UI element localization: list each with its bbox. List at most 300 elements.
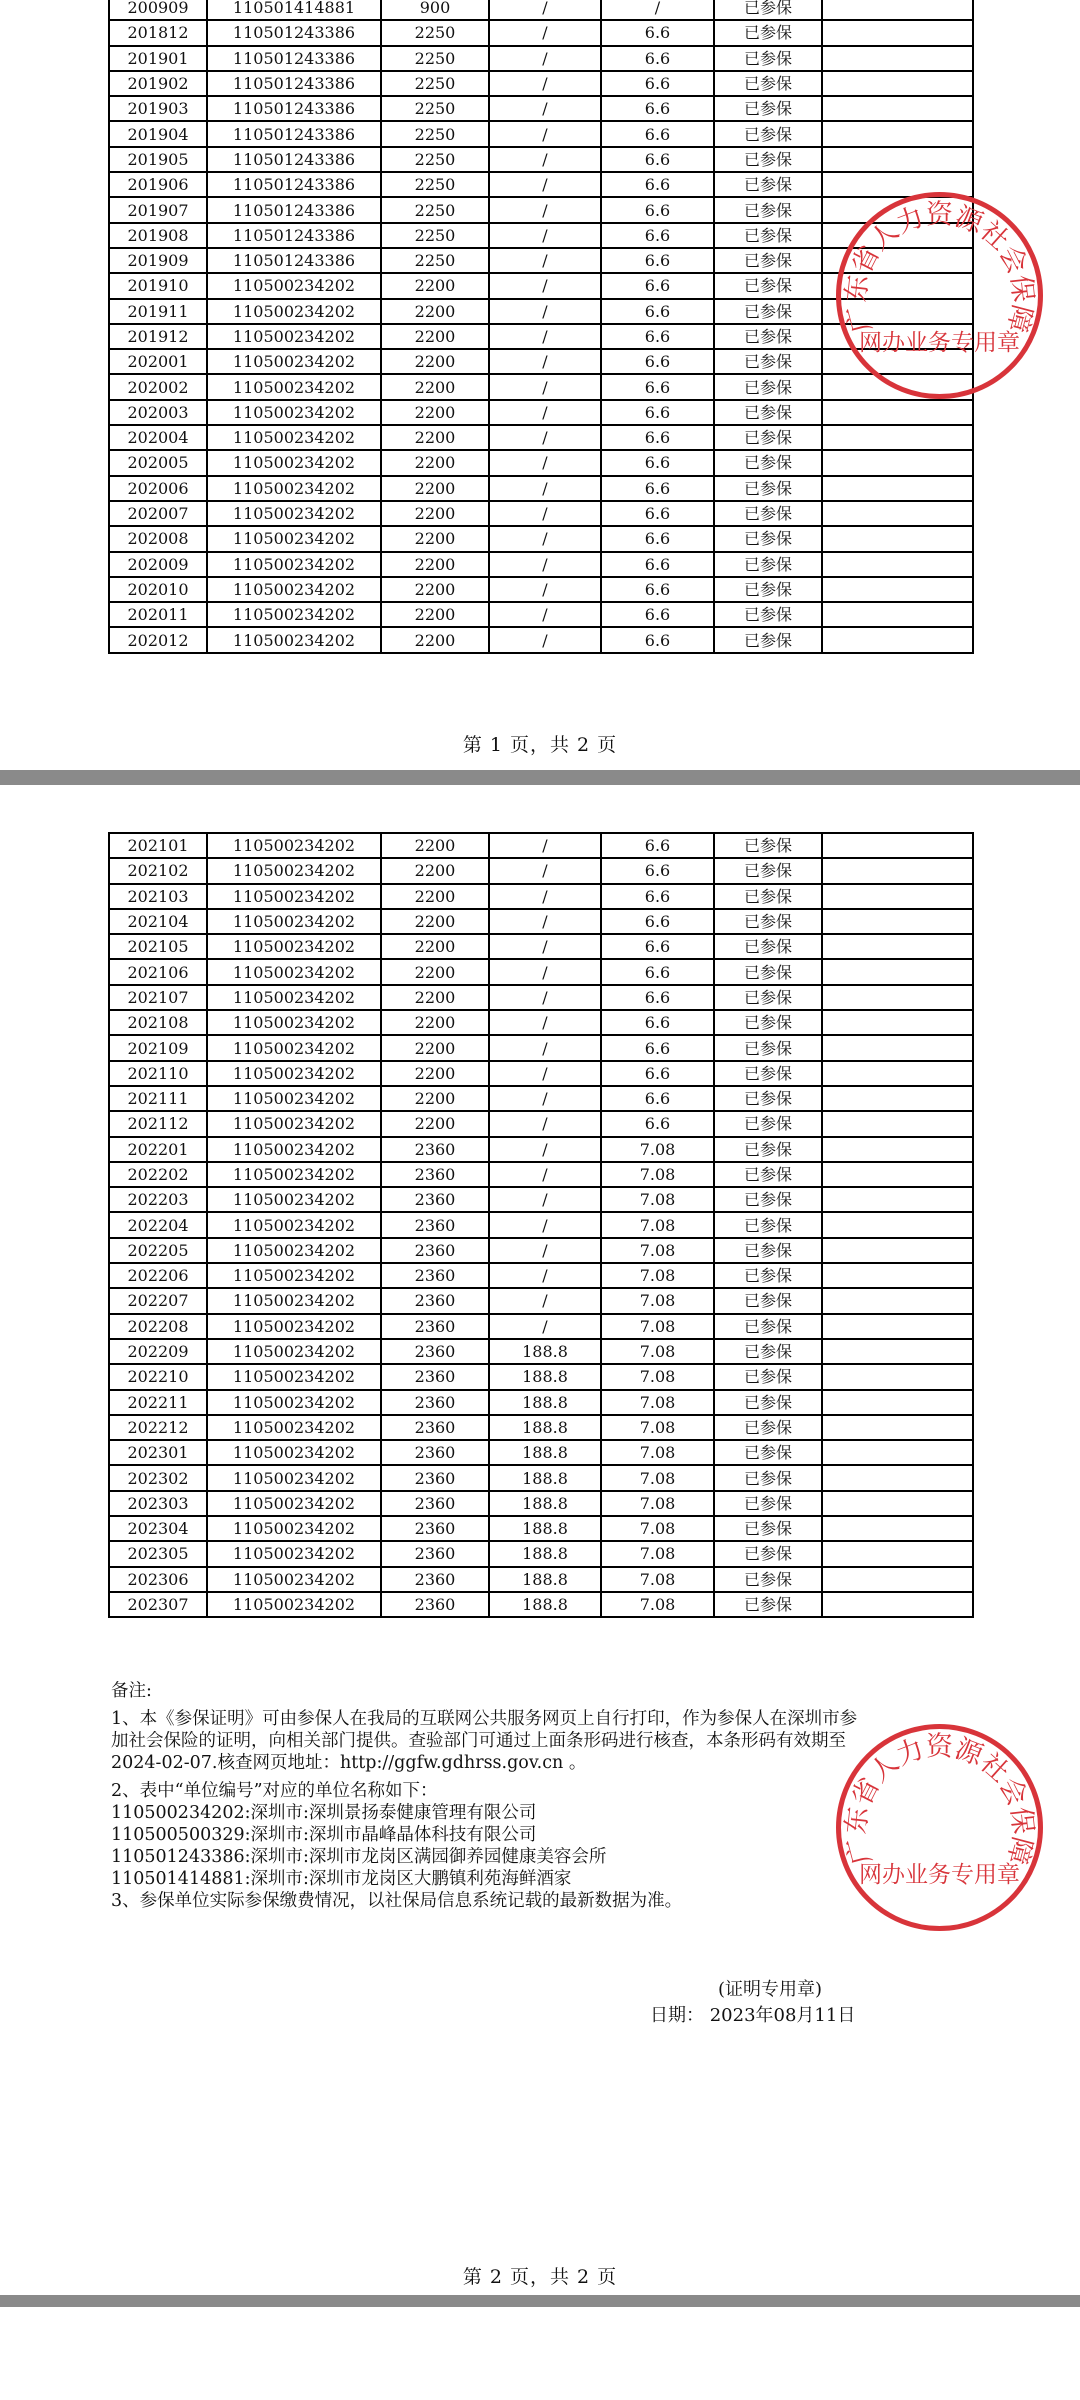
- amount-cell: /: [489, 1314, 601, 1339]
- rate-cell: 6.6: [601, 1061, 714, 1086]
- period-cell: 202008: [109, 526, 207, 551]
- rate-cell: 7.08: [601, 1567, 714, 1592]
- rate-cell: 6.6: [601, 884, 714, 909]
- rate-cell: 7.08: [601, 1137, 714, 1162]
- page-number-footer: 第 1 页，共 2 页: [462, 734, 618, 756]
- period-cell: 201901: [109, 46, 207, 71]
- period-cell: 201902: [109, 71, 207, 96]
- table-row: [109, 1465, 973, 1490]
- status-cell: 已参保: [714, 1035, 822, 1060]
- amount-cell: /: [489, 1238, 601, 1263]
- unit-number-cell: 110500234202: [207, 577, 381, 602]
- unit-number-cell: 110500234202: [207, 501, 381, 526]
- remark-cell: [822, 985, 973, 1010]
- contribution-base-cell: 2250: [381, 197, 489, 222]
- status-cell: 已参保: [714, 223, 822, 248]
- period-cell: 201908: [109, 223, 207, 248]
- rate-cell: 6.6: [601, 602, 714, 627]
- insurance-record-table: [108, 832, 974, 1618]
- remark-cell: [822, 172, 973, 197]
- table-row: [109, 1035, 973, 1060]
- unit-number-cell: 110500234202: [207, 1541, 381, 1566]
- table-row: [109, 1137, 973, 1162]
- amount-cell: /: [489, 833, 601, 858]
- status-cell: 已参保: [714, 96, 822, 121]
- amount-cell: /: [489, 909, 601, 934]
- unit-number-cell: 110501243386: [207, 248, 381, 273]
- remark-cell: [822, 248, 973, 273]
- table-row: [109, 1491, 973, 1516]
- rate-cell: 6.6: [601, 858, 714, 883]
- contribution-base-cell: 2200: [381, 299, 489, 324]
- status-cell: 已参保: [714, 20, 822, 45]
- rate-cell: 7.08: [601, 1212, 714, 1237]
- remark-cell: [822, 1162, 973, 1187]
- status-cell: 已参保: [714, 1390, 822, 1415]
- amount-cell: 188.8: [489, 1465, 601, 1490]
- status-cell: 已参保: [714, 985, 822, 1010]
- unit-number-cell: 110501243386: [207, 121, 381, 146]
- amount-cell: 188.8: [489, 1390, 601, 1415]
- remark-cell: [822, 858, 973, 883]
- remark-cell: [822, 425, 973, 450]
- status-cell: 已参保: [714, 299, 822, 324]
- period-cell: 202207: [109, 1288, 207, 1313]
- amount-cell: /: [489, 223, 601, 248]
- unit-number-cell: 110500234202: [207, 1187, 381, 1212]
- contribution-base-cell: 2200: [381, 1111, 489, 1136]
- contribution-base-cell: 2250: [381, 121, 489, 146]
- remark-cell: [822, 1061, 973, 1086]
- rate-cell: 6.6: [601, 833, 714, 858]
- seal-outer-text: 广东省人力资源社会保障: [840, 1731, 1039, 1868]
- rate-cell: 6.6: [601, 96, 714, 121]
- period-cell: 202004: [109, 425, 207, 450]
- amount-cell: /: [489, 20, 601, 45]
- remark-cell: [822, 1440, 973, 1465]
- rate-cell: 6.6: [601, 197, 714, 222]
- status-cell: 已参保: [714, 1137, 822, 1162]
- period-cell: 202010: [109, 577, 207, 602]
- contribution-base-cell: 2200: [381, 425, 489, 450]
- status-cell: 已参保: [714, 248, 822, 273]
- remark-cell: [822, 627, 973, 652]
- rate-cell: 6.6: [601, 450, 714, 475]
- period-cell: 202306: [109, 1567, 207, 1592]
- period-cell: 202110: [109, 1061, 207, 1086]
- period-cell: 202307: [109, 1592, 207, 1617]
- rate-cell: 6.6: [601, 273, 714, 298]
- contribution-base-cell: 2200: [381, 985, 489, 1010]
- status-cell: 已参保: [714, 577, 822, 602]
- period-cell: 202111: [109, 1086, 207, 1111]
- rate-cell: /: [601, 0, 714, 20]
- contribution-base-cell: 2200: [381, 1086, 489, 1111]
- remark-cell: [822, 71, 973, 96]
- contribution-base-cell: 2360: [381, 1440, 489, 1465]
- unit-number-cell: 110500234202: [207, 627, 381, 652]
- unit-number-cell: 110500234202: [207, 374, 381, 399]
- amount-cell: 188.8: [489, 1415, 601, 1440]
- remark-cell: [822, 1263, 973, 1288]
- remark-cell: [822, 501, 973, 526]
- rate-cell: 6.6: [601, 299, 714, 324]
- contribution-base-cell: 2360: [381, 1212, 489, 1237]
- amount-cell: /: [489, 172, 601, 197]
- rate-cell: 7.08: [601, 1541, 714, 1566]
- status-cell: 已参保: [714, 1288, 822, 1313]
- remark-cell: [822, 1465, 973, 1490]
- unit-number-cell: 110501243386: [207, 172, 381, 197]
- unit-number-cell: 110500234202: [207, 858, 381, 883]
- contribution-base-cell: 900: [381, 0, 489, 20]
- unit-number-cell: 110500234202: [207, 1415, 381, 1440]
- table-row: [109, 96, 973, 121]
- status-cell: 已参保: [714, 627, 822, 652]
- seal-inner-text: 网办业务专用章: [859, 1862, 1020, 1888]
- remark-cell: [822, 602, 973, 627]
- remark-cell: [822, 1187, 973, 1212]
- contribution-base-cell: 2360: [381, 1263, 489, 1288]
- table-row: [109, 1516, 973, 1541]
- period-cell: 202012: [109, 627, 207, 652]
- period-cell: 202202: [109, 1162, 207, 1187]
- contribution-base-cell: 2200: [381, 577, 489, 602]
- table-row: [109, 476, 973, 501]
- contribution-base-cell: 2200: [381, 833, 489, 858]
- amount-cell: /: [489, 501, 601, 526]
- period-cell: 202011: [109, 602, 207, 627]
- amount-cell: /: [489, 476, 601, 501]
- status-cell: 已参保: [714, 1212, 822, 1237]
- remark-cell: [822, 1314, 973, 1339]
- period-cell: 202303: [109, 1491, 207, 1516]
- status-cell: 已参保: [714, 1238, 822, 1263]
- rate-cell: 6.6: [601, 349, 714, 374]
- status-cell: 已参保: [714, 934, 822, 959]
- status-cell: 已参保: [714, 71, 822, 96]
- unit-number-cell: 110500234202: [207, 833, 381, 858]
- unit-number-cell: 110500234202: [207, 1162, 381, 1187]
- table-row: [109, 1263, 973, 1288]
- contribution-base-cell: 2360: [381, 1567, 489, 1592]
- period-cell: 201911: [109, 299, 207, 324]
- contribution-base-cell: 2200: [381, 374, 489, 399]
- remark-cell: [822, 1364, 973, 1389]
- table-row: [109, 1364, 973, 1389]
- status-cell: 已参保: [714, 1541, 822, 1566]
- unit-number-cell: 110500234202: [207, 1491, 381, 1516]
- unit-number-cell: 110500234202: [207, 526, 381, 551]
- period-cell: 202006: [109, 476, 207, 501]
- period-cell: 201904: [109, 121, 207, 146]
- contribution-base-cell: 2200: [381, 526, 489, 551]
- rate-cell: 6.6: [601, 959, 714, 984]
- contribution-base-cell: 2360: [381, 1288, 489, 1313]
- contribution-base-cell: 2200: [381, 1035, 489, 1060]
- remark-1-line-2: 加社会保险的证明，向相关部门提供。查验部门可通过上面条形码进行核查，本条形码有效期至: [111, 1731, 846, 1751]
- unit-number-cell: 110500234202: [207, 1567, 381, 1592]
- unit-number-cell: 110500234202: [207, 1061, 381, 1086]
- table-row: [109, 46, 973, 71]
- rate-cell: 7.08: [601, 1162, 714, 1187]
- remark-cell: [822, 400, 973, 425]
- period-cell: 202001: [109, 349, 207, 374]
- status-cell: 已参保: [714, 374, 822, 399]
- rate-cell: 6.6: [601, 501, 714, 526]
- amount-cell: /: [489, 985, 601, 1010]
- rate-cell: 7.08: [601, 1440, 714, 1465]
- unit-number-cell: 110500234202: [207, 476, 381, 501]
- rate-cell: 6.6: [601, 934, 714, 959]
- period-cell: 202101: [109, 833, 207, 858]
- table-row: [109, 248, 973, 273]
- status-cell: 已参保: [714, 0, 822, 20]
- remark-cell: [822, 1137, 973, 1162]
- period-cell: 202304: [109, 1516, 207, 1541]
- status-cell: 已参保: [714, 121, 822, 146]
- amount-cell: /: [489, 1212, 601, 1237]
- status-cell: 已参保: [714, 858, 822, 883]
- rate-cell: 6.6: [601, 172, 714, 197]
- unit-number-cell: 110500234202: [207, 1035, 381, 1060]
- unit-number-cell: 110500234202: [207, 1111, 381, 1136]
- amount-cell: /: [489, 1010, 601, 1035]
- unit-number-cell: 110500234202: [207, 1516, 381, 1541]
- contribution-base-cell: 2360: [381, 1314, 489, 1339]
- remark-cell: [822, 1212, 973, 1237]
- remark-cell: [822, 577, 973, 602]
- period-cell: 201812: [109, 20, 207, 45]
- contribution-base-cell: 2360: [381, 1415, 489, 1440]
- unit-number-cell: 110500234202: [207, 1288, 381, 1313]
- table-row: [109, 147, 973, 172]
- page-separator: [0, 2295, 1080, 2307]
- contribution-base-cell: 2200: [381, 627, 489, 652]
- remark-cell: [822, 46, 973, 71]
- table-row: [109, 833, 973, 858]
- unit-number-cell: 110500234202: [207, 602, 381, 627]
- status-cell: 已参保: [714, 476, 822, 501]
- rate-cell: 6.6: [601, 147, 714, 172]
- remark-cell: [822, 1238, 973, 1263]
- period-cell: 201903: [109, 96, 207, 121]
- status-cell: 已参保: [714, 959, 822, 984]
- rate-cell: 7.08: [601, 1390, 714, 1415]
- status-cell: 已参保: [714, 425, 822, 450]
- rate-cell: 6.6: [601, 324, 714, 349]
- remark-cell: [822, 909, 973, 934]
- unit-number-cell: 110500234202: [207, 1465, 381, 1490]
- unit-number-cell: 110500234202: [207, 985, 381, 1010]
- period-cell: 201906: [109, 172, 207, 197]
- insurance-record-table: [108, 0, 974, 654]
- unit-number-cell: 110500234202: [207, 425, 381, 450]
- table-row: [109, 400, 973, 425]
- rate-cell: 6.6: [601, 909, 714, 934]
- table-row: [109, 1288, 973, 1313]
- contribution-base-cell: 2360: [381, 1238, 489, 1263]
- period-cell: 202205: [109, 1238, 207, 1263]
- table-row: [109, 577, 973, 602]
- status-cell: 已参保: [714, 324, 822, 349]
- period-cell: 202201: [109, 1137, 207, 1162]
- table-row: [109, 1339, 973, 1364]
- unit-number-cell: 110500234202: [207, 1364, 381, 1389]
- period-cell: 202106: [109, 959, 207, 984]
- table-row: [109, 526, 973, 551]
- rate-cell: 6.6: [601, 46, 714, 71]
- status-cell: 已参保: [714, 46, 822, 71]
- table-row: [109, 602, 973, 627]
- rate-cell: 6.6: [601, 425, 714, 450]
- contribution-base-cell: 2360: [381, 1516, 489, 1541]
- unit-number-cell: 110501243386: [207, 71, 381, 96]
- amount-cell: /: [489, 1035, 601, 1060]
- unit-number-cell: 110500234202: [207, 324, 381, 349]
- contribution-base-cell: 2200: [381, 1061, 489, 1086]
- remark-cell: [822, 299, 973, 324]
- amount-cell: /: [489, 248, 601, 273]
- status-cell: 已参保: [714, 909, 822, 934]
- contribution-base-cell: 2250: [381, 96, 489, 121]
- period-cell: 202009: [109, 552, 207, 577]
- status-cell: 已参保: [714, 501, 822, 526]
- status-cell: 已参保: [714, 1187, 822, 1212]
- status-cell: 已参保: [714, 1263, 822, 1288]
- unit-number-cell: 110500234202: [207, 273, 381, 298]
- amount-cell: /: [489, 1187, 601, 1212]
- contribution-base-cell: 2250: [381, 20, 489, 45]
- contribution-base-cell: 2200: [381, 909, 489, 934]
- status-cell: 已参保: [714, 400, 822, 425]
- seal-outer-text: 广东省人力资源社会保障: [840, 199, 1039, 336]
- contribution-base-cell: 2360: [381, 1162, 489, 1187]
- unit-number-cell: 110501243386: [207, 46, 381, 71]
- period-cell: 202208: [109, 1314, 207, 1339]
- status-cell: 已参保: [714, 1162, 822, 1187]
- amount-cell: /: [489, 450, 601, 475]
- table-row: [109, 959, 973, 984]
- unit-number-cell: 110500234202: [207, 400, 381, 425]
- table-row: [109, 1162, 973, 1187]
- period-cell: 202108: [109, 1010, 207, 1035]
- amount-cell: 188.8: [489, 1516, 601, 1541]
- contribution-base-cell: 2360: [381, 1187, 489, 1212]
- remark-cell: [822, 20, 973, 45]
- status-cell: 已参保: [714, 1061, 822, 1086]
- status-cell: 已参保: [714, 1314, 822, 1339]
- period-cell: 202005: [109, 450, 207, 475]
- contribution-base-cell: 2200: [381, 349, 489, 374]
- unit-number-cell: 110500234202: [207, 1010, 381, 1035]
- table-row: [109, 552, 973, 577]
- amount-cell: 188.8: [489, 1541, 601, 1566]
- table-row: [109, 1212, 973, 1237]
- remark-cell: [822, 1390, 973, 1415]
- remark-cell: [822, 1288, 973, 1313]
- rate-cell: 7.08: [601, 1288, 714, 1313]
- remark-cell: [822, 324, 973, 349]
- amount-cell: /: [489, 577, 601, 602]
- rate-cell: 6.6: [601, 627, 714, 652]
- amount-cell: 188.8: [489, 1592, 601, 1617]
- rate-cell: 6.6: [601, 1086, 714, 1111]
- rate-cell: 6.6: [601, 526, 714, 551]
- remark-cell: [822, 1516, 973, 1541]
- unit-number-cell: 110500234202: [207, 1137, 381, 1162]
- remark-cell: [822, 1010, 973, 1035]
- amount-cell: 188.8: [489, 1440, 601, 1465]
- rate-cell: 7.08: [601, 1263, 714, 1288]
- contribution-base-cell: 2200: [381, 602, 489, 627]
- period-cell: 202206: [109, 1263, 207, 1288]
- rate-cell: 6.6: [601, 985, 714, 1010]
- unit-number-cell: 110500234202: [207, 552, 381, 577]
- remark-cell: [822, 833, 973, 858]
- status-cell: 已参保: [714, 1010, 822, 1035]
- remarks-heading: 备注:: [111, 1681, 152, 1701]
- page-number-footer: 第 2 页，共 2 页: [462, 2266, 618, 2288]
- period-cell: 202204: [109, 1212, 207, 1237]
- table-row: [109, 1314, 973, 1339]
- amount-cell: /: [489, 959, 601, 984]
- rate-cell: 7.08: [601, 1314, 714, 1339]
- table-row: [109, 1440, 973, 1465]
- remark-cell: [822, 374, 973, 399]
- remark-cell: [822, 1567, 973, 1592]
- table-row: [109, 1567, 973, 1592]
- seal-inner-text: 网办业务专用章: [859, 330, 1020, 356]
- amount-cell: /: [489, 197, 601, 222]
- amount-cell: /: [489, 1288, 601, 1313]
- table-row: [109, 374, 973, 399]
- table-row: [109, 223, 973, 248]
- period-cell: 202211: [109, 1390, 207, 1415]
- amount-cell: /: [489, 884, 601, 909]
- period-cell: 202104: [109, 909, 207, 934]
- table-row: [109, 172, 973, 197]
- period-cell: 202103: [109, 884, 207, 909]
- status-cell: 已参保: [714, 1465, 822, 1490]
- period-cell: 202007: [109, 501, 207, 526]
- contribution-base-cell: 2200: [381, 1010, 489, 1035]
- certificate-seal-label: (证明专用章): [718, 1979, 823, 2000]
- document-page-2: [0, 785, 1080, 2295]
- unit-name-entry: 110501414881:深圳市:深圳市龙岗区大鹏镇利苑海鲜酒家: [111, 1869, 572, 1889]
- rate-cell: 6.6: [601, 223, 714, 248]
- unit-number-cell: 110500234202: [207, 1339, 381, 1364]
- table-row: [109, 1111, 973, 1136]
- table-row: [109, 273, 973, 298]
- rate-cell: 6.6: [601, 476, 714, 501]
- amount-cell: /: [489, 324, 601, 349]
- status-cell: 已参保: [714, 884, 822, 909]
- amount-cell: /: [489, 96, 601, 121]
- unit-number-cell: 110501243386: [207, 20, 381, 45]
- contribution-base-cell: 2200: [381, 450, 489, 475]
- rate-cell: 6.6: [601, 374, 714, 399]
- remark-cell: [822, 121, 973, 146]
- amount-cell: 188.8: [489, 1339, 601, 1364]
- amount-cell: /: [489, 627, 601, 652]
- contribution-base-cell: 2250: [381, 46, 489, 71]
- amount-cell: /: [489, 299, 601, 324]
- contribution-base-cell: 2250: [381, 248, 489, 273]
- table-row: [109, 1390, 973, 1415]
- remark-1-line-3: 2024-02-07.核查网页地址：http://ggfw.gdhrss.gov.cn 。: [111, 1753, 587, 1773]
- rate-cell: 7.08: [601, 1465, 714, 1490]
